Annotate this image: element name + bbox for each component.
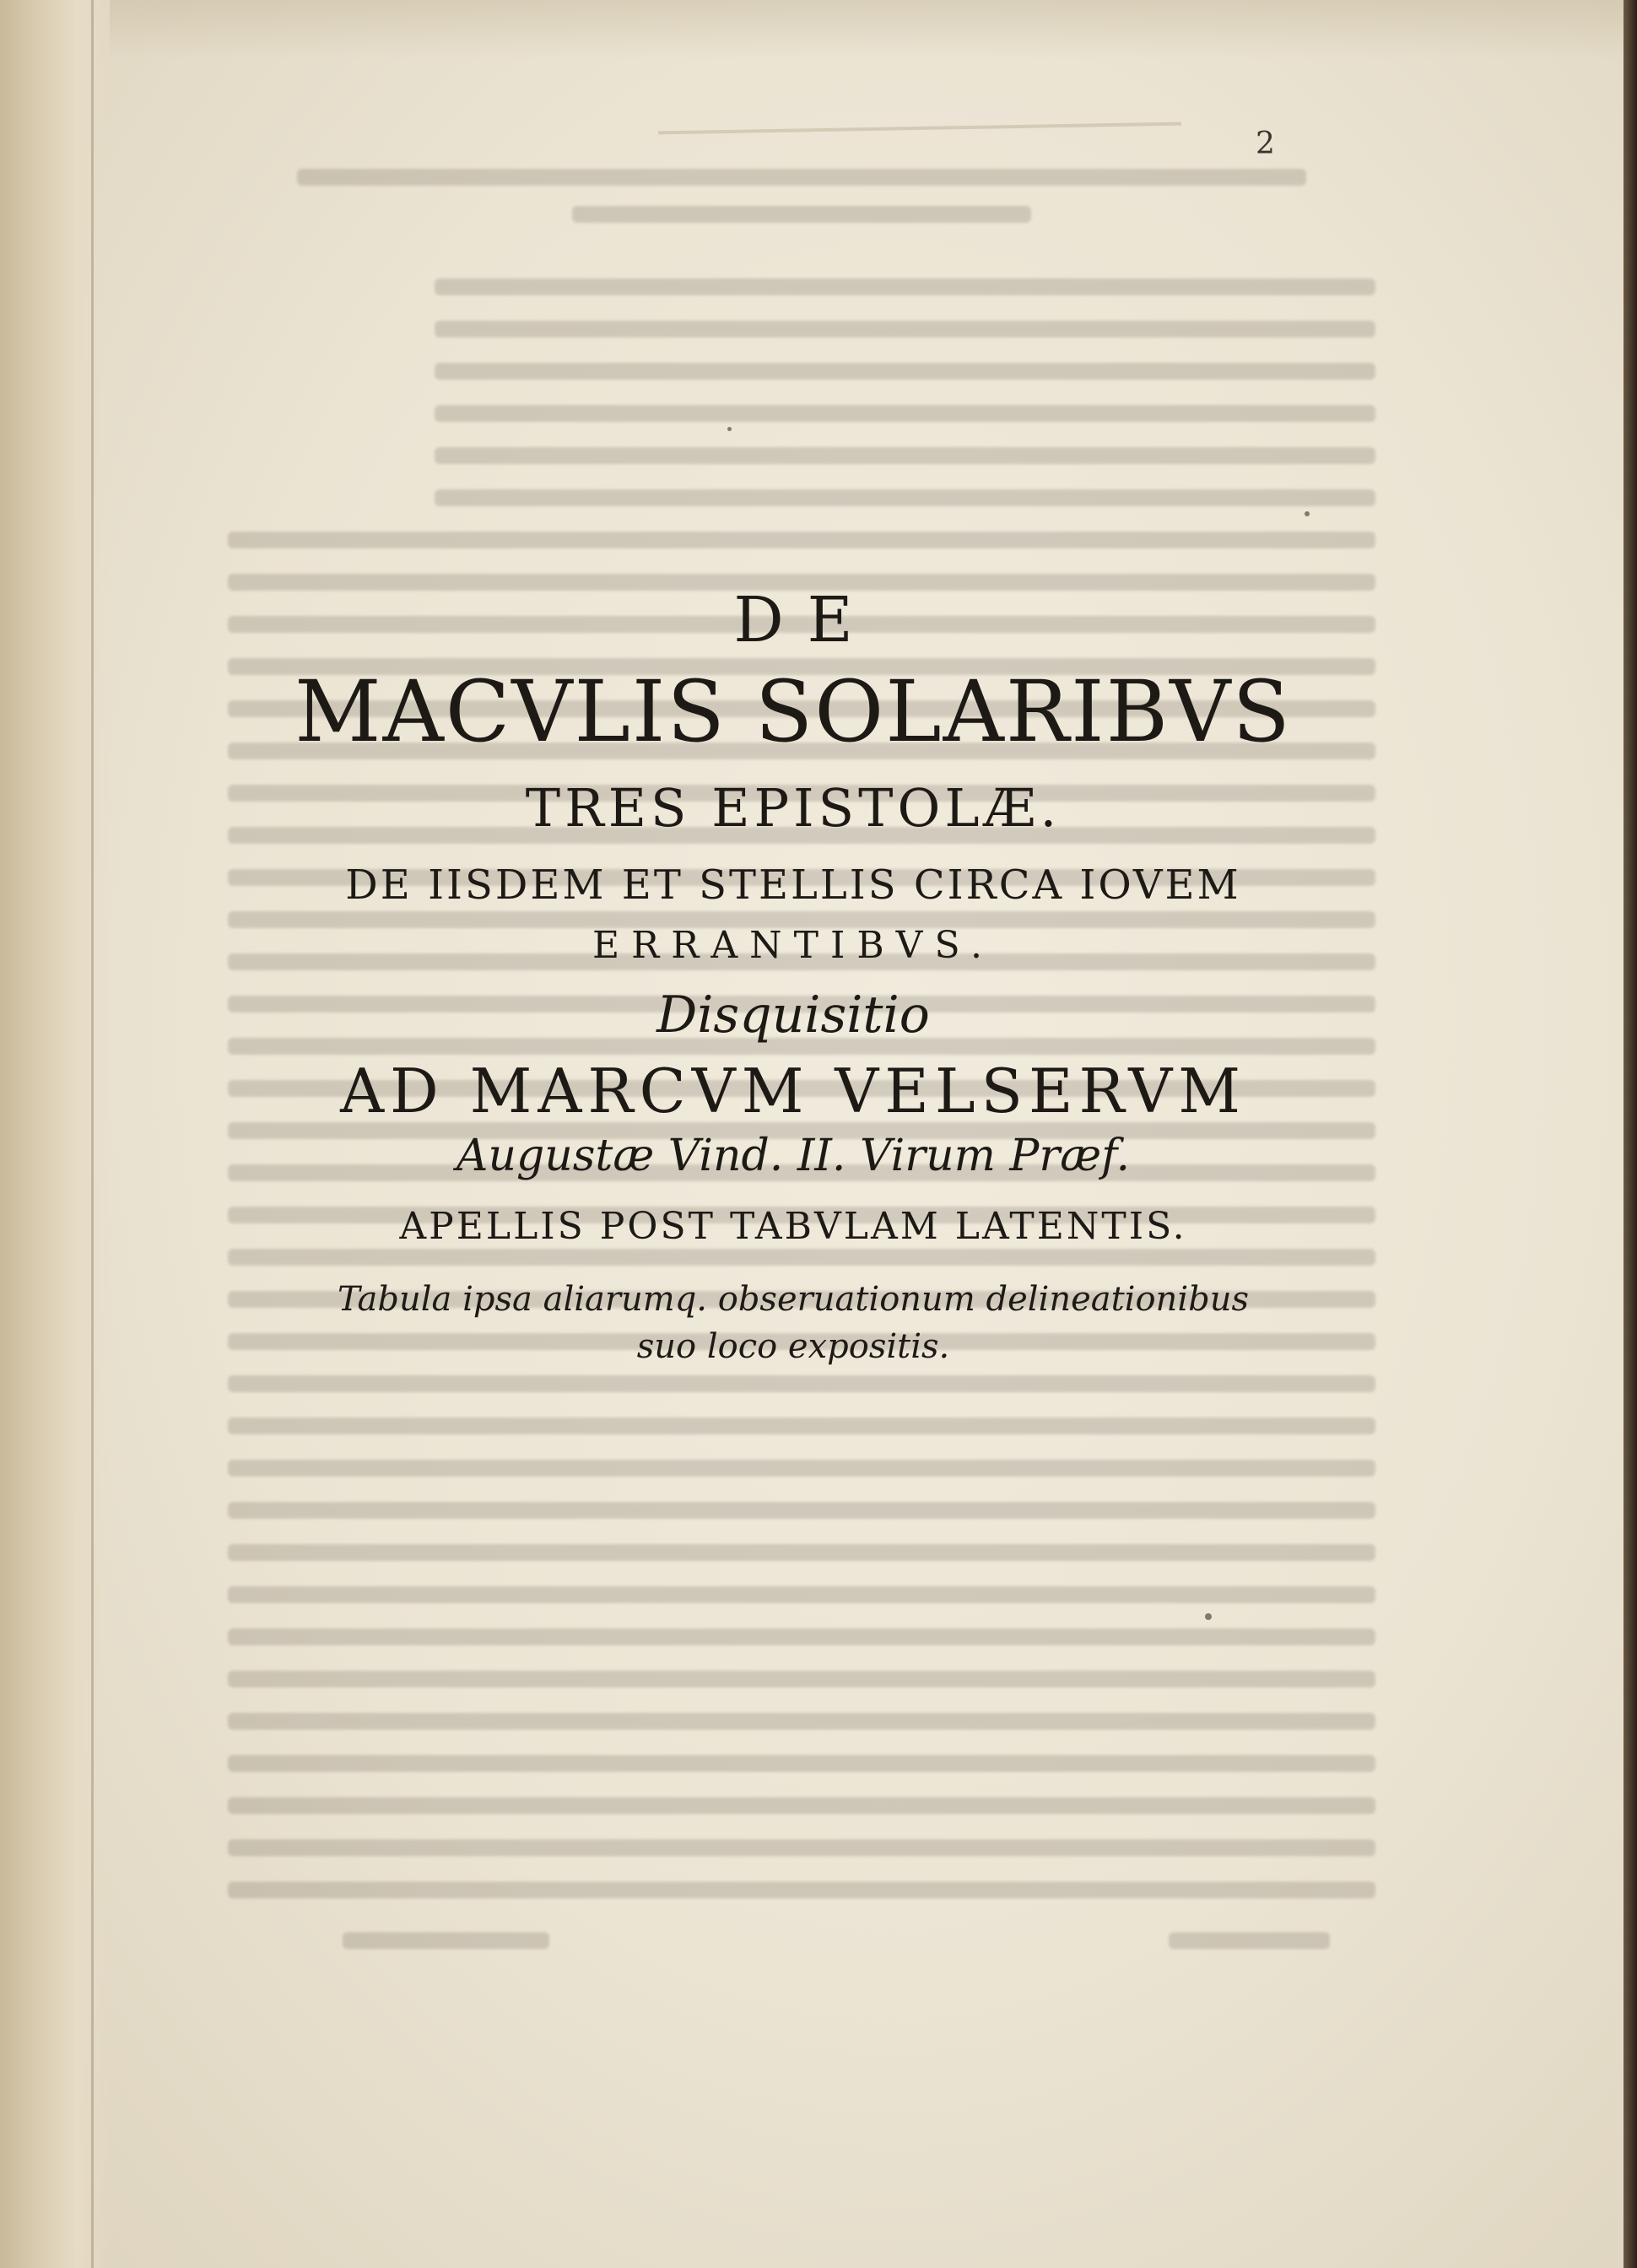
title-line-de: DE	[733, 584, 877, 656]
paper-crease	[658, 122, 1181, 135]
scan-right-edge	[1623, 0, 1637, 2268]
title-line-tres-epistolae: TRES EPISTOLÆ.	[525, 777, 1062, 839]
title-line-apellis-post-tabulam: APELLIS POST TABVLAM LATENTIS.	[399, 1205, 1187, 1248]
ink-speck	[1305, 511, 1310, 516]
gutter-fold-line	[91, 0, 94, 2268]
page-number: 2	[1256, 127, 1275, 161]
title-line-suo-loco: suo loco expositis.	[636, 1327, 950, 1366]
title-line-disquisitio: Disquisitio	[656, 986, 930, 1045]
ink-speck	[727, 427, 732, 431]
title-line-de-iisdem: DE IISDEM ET STELLIS CIRCA IOVEM	[345, 861, 1241, 909]
title-line-augustae-vind: Augustæ Vind. II. Virum Præf.	[456, 1131, 1131, 1181]
ink-speck	[1205, 1613, 1212, 1620]
top-edge-wear	[110, 0, 1623, 59]
title-line-errantibus: ERRANTIBVS.	[592, 924, 995, 967]
title-block	[236, 584, 1350, 1370]
title-line-tabula-ipsa: Tabula ipsa aliarumq. obseruationum delineationibus	[337, 1280, 1250, 1319]
title-line-ad-marcum-velserum: AD MARCVM VELSERVM	[340, 1056, 1246, 1126]
title-line-maculis-solaribus: MACVLIS SOLARIBVS	[294, 662, 1292, 761]
